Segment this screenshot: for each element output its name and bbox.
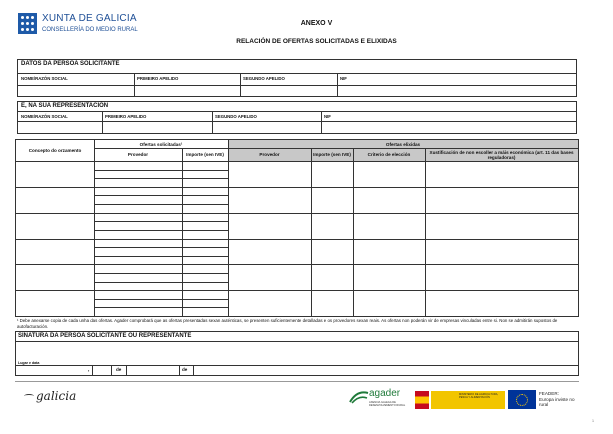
representative-section: [17, 101, 577, 134]
representative-second-surname-label: SEGUNDO APELIDO: [215, 114, 257, 119]
chosen-amount-cell[interactable]: [312, 188, 352, 212]
table-grid-line: [94, 273, 228, 274]
criterion-cell[interactable]: [354, 240, 424, 264]
chosen-provider-cell[interactable]: [229, 214, 310, 238]
day-input[interactable]: [93, 366, 111, 375]
concept-cell[interactable]: [17, 265, 93, 289]
table-grid-line: [94, 230, 228, 231]
table-grid-line: [94, 178, 228, 179]
chosen-amount-cell[interactable]: [312, 240, 352, 264]
galicia-logo-text: galicia: [36, 389, 77, 403]
representative-section-title: E, NA SÚA REPRESENTACIÓN: [21, 103, 109, 109]
criterion-cell[interactable]: [354, 162, 424, 186]
galicia-swoosh-icon: [24, 394, 34, 398]
ministry-logo: [415, 389, 505, 411]
signature-section: [15, 331, 579, 376]
chosen-provider-header: Provedor: [228, 148, 311, 161]
justification-cell[interactable]: [426, 240, 577, 264]
criterion-cell[interactable]: [354, 291, 424, 315]
chosen-provider-cell[interactable]: [229, 240, 310, 264]
representative-first-surname-input[interactable]: [103, 122, 211, 133]
chosen-provider-cell[interactable]: [229, 162, 310, 186]
applicant-section: [17, 59, 577, 97]
concept-cell[interactable]: [17, 240, 93, 264]
feader-logo: [508, 390, 578, 412]
chosen-amount-cell[interactable]: [312, 162, 352, 186]
table-grid-line: [94, 221, 228, 222]
chosen-amount-header: Importe (sen IVE): [311, 148, 353, 161]
justification-header: Xustificación de non escoller a máis económica (art. 11 das bases reguladoras): [425, 148, 578, 161]
criterion-cell[interactable]: [354, 265, 424, 289]
chosen-offers-header: Ofertas elixidas: [228, 140, 578, 148]
concept-header: Concepto do orzamento: [28, 148, 82, 153]
agader-logo-text: agader: [369, 388, 401, 399]
table-grid-line: [94, 282, 228, 283]
justification-cell[interactable]: [426, 291, 577, 315]
applicant-name-input[interactable]: [19, 86, 133, 96]
ministry-text: MINISTERIO DE AGRICULTURA, PESCA Y ALIMENTACIÓN: [459, 393, 499, 400]
justification-cell[interactable]: [426, 162, 577, 186]
eu-flag-icon: [508, 390, 536, 409]
chosen-provider-cell[interactable]: [229, 265, 310, 289]
representative-first-surname-label: PRIMEIRO APELIDO: [105, 114, 147, 119]
table-grid-line: [94, 307, 228, 308]
table-grid-line: [94, 247, 228, 248]
annex-title: ANEXO V: [300, 20, 333, 27]
table-grid-line: [94, 148, 578, 149]
footnote: ¹ Debe anexarse copia de cada unha das ofertas. Agader comprobará que as ofertas presentadas sexan auténticas, se presenten suficientemente detalladas e os provedores sexan reais. As ofertas non poderán vir de empresas vinculadas entre si. Non se admitirán supostos de autofacturación.: [17, 318, 558, 329]
document-title: RELACIÓN DE OFERTAS SOLICITADAS E ELIXIDAS: [236, 38, 397, 45]
criterion-cell[interactable]: [354, 188, 424, 212]
chosen-provider-cell[interactable]: [229, 291, 310, 315]
spain-flag-icon: [415, 391, 429, 409]
comma-separator: ,: [88, 367, 90, 373]
table-grid-line: [94, 170, 228, 171]
requested-amount-header: Importe (sen IVE): [186, 152, 224, 157]
feader-subtitle: Europa inviste no rural: [539, 397, 575, 407]
applicant-nif-label: NIF: [340, 76, 347, 81]
criterion-cell[interactable]: [354, 214, 424, 238]
department-name: CONSELLERÍA DO MEDIO RURAL: [42, 27, 138, 33]
chosen-provider-cell[interactable]: [229, 188, 310, 212]
applicant-second-surname-input[interactable]: [241, 86, 336, 96]
applicant-second-surname-label: SEGUNDO APELIDO: [243, 76, 285, 81]
offers-table: [15, 139, 579, 317]
agader-logo: [349, 388, 409, 412]
place-input[interactable]: [17, 366, 97, 376]
de-separator-2: de: [182, 367, 188, 372]
justification-cell[interactable]: [426, 188, 577, 212]
requested-offers-header: Ofertas solicitadas¹: [139, 141, 183, 147]
page-mark: 1: [592, 419, 594, 423]
table-grid-line: [94, 195, 228, 196]
chosen-amount-cell[interactable]: [312, 291, 352, 315]
representative-nif-input[interactable]: [322, 122, 575, 133]
representative-name-input[interactable]: [19, 122, 101, 133]
applicant-first-surname-input[interactable]: [135, 86, 239, 96]
month-input[interactable]: [127, 366, 179, 375]
concept-cell[interactable]: [17, 291, 93, 315]
table-grid-line: [94, 256, 228, 257]
concept-cell[interactable]: [17, 162, 93, 186]
concept-cell[interactable]: [17, 188, 93, 212]
representative-name-label: NOME/RAZÓN SOCIAL: [21, 114, 68, 119]
chosen-amount-cell[interactable]: [312, 214, 352, 238]
org-name: XUNTA DE GALICIA: [42, 13, 137, 24]
applicant-nif-input[interactable]: [338, 86, 575, 96]
concept-cell[interactable]: [17, 214, 93, 238]
de-separator-1: de: [116, 367, 122, 372]
applicant-name-label: NOME/RAZÓN SOCIAL: [21, 76, 68, 81]
agader-subtitle: AXENCIA GALEGA DE DESENVOLVEMENTO RURAL: [369, 401, 406, 407]
representative-second-surname-input[interactable]: [213, 122, 320, 133]
justification-cell[interactable]: [426, 214, 577, 238]
representative-nif-label: NIF: [324, 114, 331, 119]
criterion-header: Criterio de elección: [353, 148, 425, 161]
table-grid-line: [94, 204, 228, 205]
chosen-amount-cell[interactable]: [312, 265, 352, 289]
year-input[interactable]: [194, 366, 234, 375]
table-grid-line: [94, 299, 228, 300]
applicant-section-title: DATOS DA PERSOA SOLICITANTE: [21, 61, 120, 67]
justification-cell[interactable]: [426, 265, 577, 289]
feader-title: FEADER:: [539, 391, 559, 396]
agader-leaf-icon: [349, 390, 369, 404]
requested-provider-header: Provedor: [127, 152, 149, 157]
applicant-first-surname-label: PRIMEIRO APELIDO: [137, 76, 179, 81]
signature-section-title: SINATURA DA PERSOA SOLICITANTE OU REPRESENTANTE: [18, 333, 192, 339]
place-date-label: Lugar e data: [18, 361, 40, 365]
